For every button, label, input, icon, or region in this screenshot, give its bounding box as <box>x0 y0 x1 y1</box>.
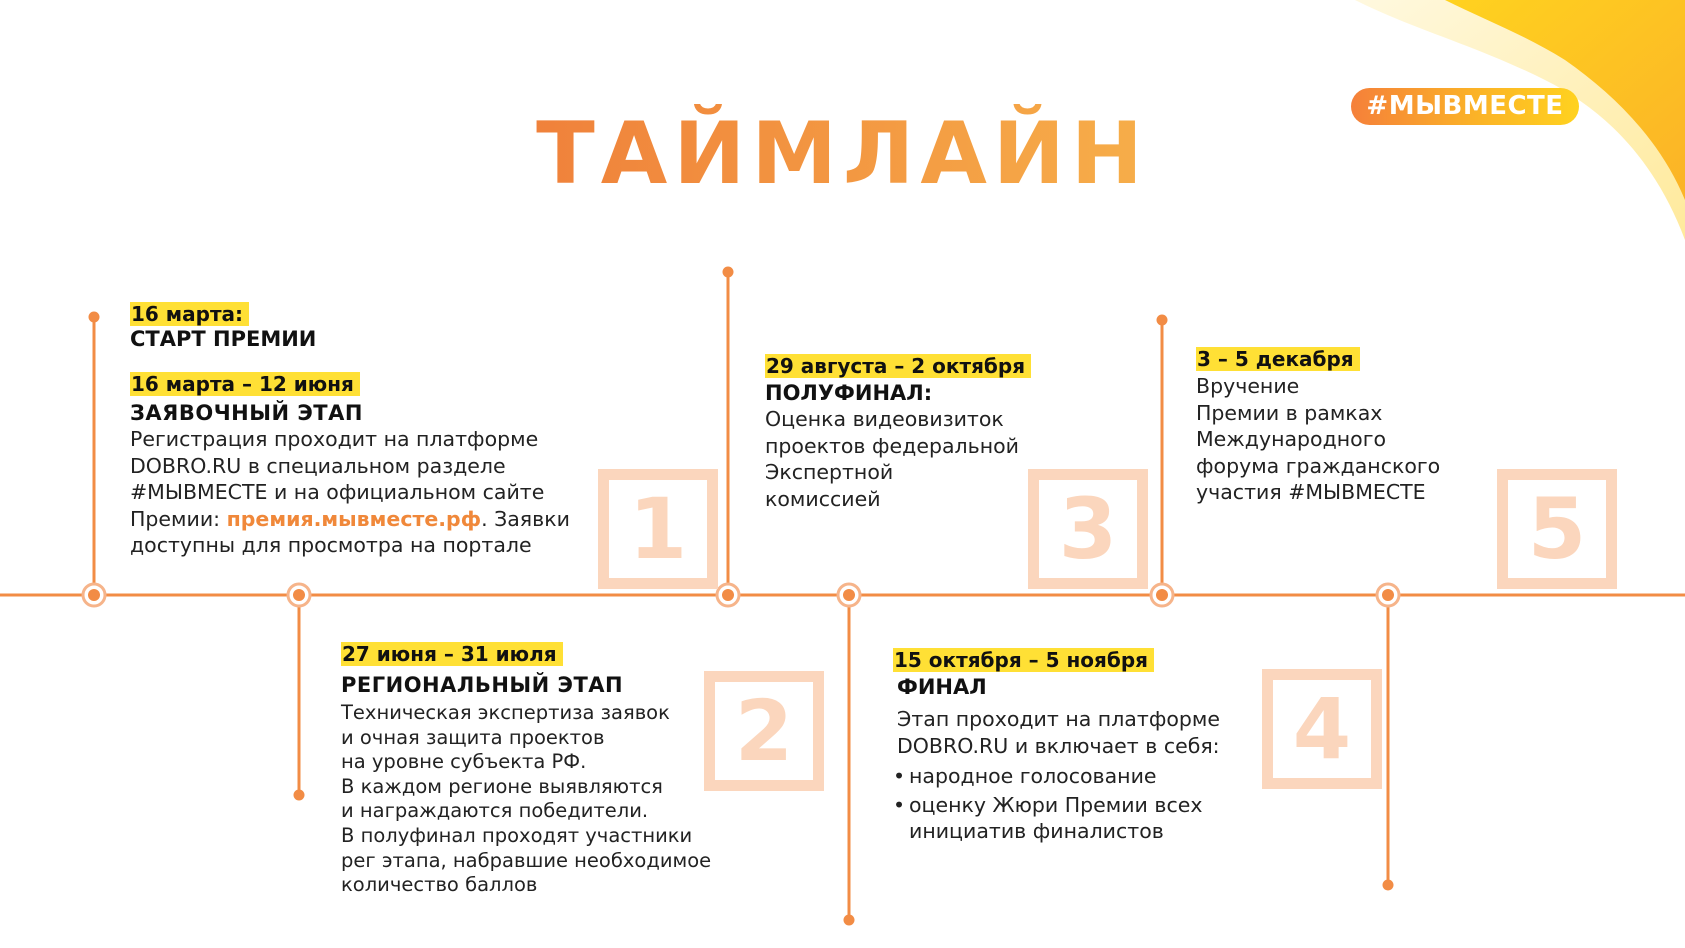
stem-end-5 <box>1157 315 1168 326</box>
stage-2-date: 27 июня – 31 июля <box>341 642 563 666</box>
stage-4-heading: ФИНАЛ <box>897 675 987 699</box>
stage-number-2: 2 <box>704 671 824 791</box>
award-site-link[interactable]: премия.мывместе.рф <box>226 506 482 531</box>
stage-5-date: 3 – 5 декабря <box>1196 347 1360 371</box>
stage-3-heading: ПОЛУФИНАЛ: <box>765 381 933 405</box>
stage-4-bullet-1: • народное голосование <box>893 764 1157 788</box>
stage-1-description <box>130 426 600 559</box>
stage-4 <box>893 648 1273 845</box>
stem-end-4 <box>844 915 855 926</box>
stage-2 <box>341 642 741 898</box>
stage-3 <box>765 354 1085 512</box>
stage-4-bullet-2: • оценку Жюри Премии всех инициатив финалистов <box>893 792 1203 843</box>
node-6 <box>1377 584 1399 606</box>
stage-number-1: 1 <box>598 469 718 589</box>
node-1 <box>83 584 105 606</box>
node-3 <box>717 584 739 606</box>
stage-1-date-applications: 16 марта – 12 июня <box>130 372 360 396</box>
stage-5-description: Вручение Премии в рамках Международного форума гражданского участия #МЫВМЕСТЕ <box>1196 374 1441 504</box>
stage-1-date-start: 16 марта: <box>130 302 249 326</box>
stage-2-description: Техническая экспертиза заявок и очная защита проектов на уровне субъекта РФ. В каждом регионе выявляются и награждаются победители. В полуфинал проходят участники рег этапа, набравшие необходимое количество баллов <box>341 701 712 897</box>
stage-1-heading-applications: ЗАЯВОЧНЫЙ ЭТАП <box>130 401 363 425</box>
stage-number-4: 4 <box>1262 669 1382 789</box>
stage-number-5: 5 <box>1497 469 1617 589</box>
stage-1-heading-start: СТАРТ ПРЕМИИ <box>130 327 317 351</box>
stem-end-1 <box>89 312 100 323</box>
stage-1-text-before-link: Регистрация проходит на платформе DOBRO.RU в специальном разделе #МЫВМЕСТЕ и на официальном сайте Премии: <box>130 427 545 531</box>
stage-3-date: 29 августа – 2 октября <box>765 354 1031 378</box>
stage-3-description: Оценка видеовизиток проектов федеральной Экспертной комиссией <box>765 407 1019 511</box>
stage-2-heading: РЕГИОНАЛЬНЫЙ ЭТАП <box>341 673 624 697</box>
stage-4-date: 15 октября – 5 ноября <box>893 648 1154 672</box>
node-2 <box>288 584 310 606</box>
stage-5 <box>1196 347 1486 506</box>
page-title: ТАЙМЛАЙН <box>0 104 1685 204</box>
stem-end-3 <box>723 267 734 278</box>
stem-end-6 <box>1383 880 1394 891</box>
node-4 <box>838 584 860 606</box>
stage-1-text-after-link: . Заявки доступны для просмотра на портале <box>130 506 570 557</box>
stem-end-2 <box>294 790 305 801</box>
stage-number-3: 3 <box>1028 469 1148 589</box>
bullet-icon: • <box>893 792 906 817</box>
stage-1 <box>130 302 600 559</box>
node-5 <box>1151 584 1173 606</box>
bullet-icon: • <box>893 764 906 788</box>
stage-4-description: Этап проходит на платформе DOBRO.RU и включает в себя: <box>897 707 1220 758</box>
